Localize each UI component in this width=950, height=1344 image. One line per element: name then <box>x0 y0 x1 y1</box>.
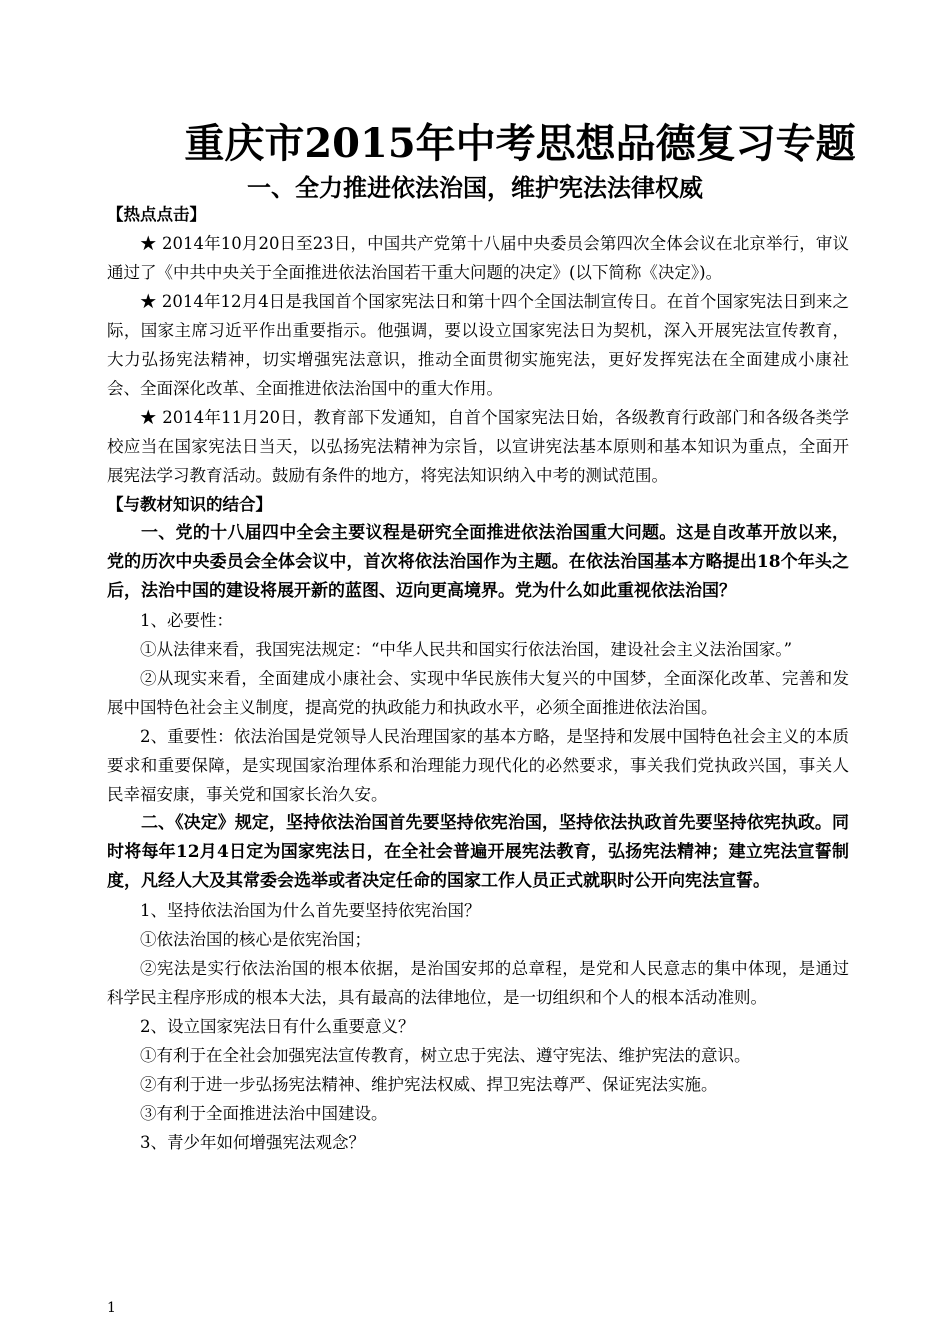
question-one-item: 1、必要性： <box>140 611 233 630</box>
question-one-item: 2、重要性：依法治国是党领导人民治理国家的基本方略，是坚持和发展中国特色社会主义的本质要求和重要保障，是实现国家治理体系和治理能力现代化的必然要求，事关我们党执政兴国，事关人民幸福安康，事关党和国家长治久安。 <box>107 727 849 804</box>
question-two-item: ②有利于进一步弘扬宪法精神、维护宪法权威、捍卫宪法尊严、保证宪法实施。 <box>140 1075 718 1094</box>
page-number: 1 <box>107 1300 116 1316</box>
hot-point-paragraph: ★ 2014年11月20日，教育部下发通知，自首个国家宪法日始，各级教育行政部门和各级各类学校应当在国家宪法日当天，以弘扬宪法精神为宗旨，以宣讲宪法基本原则和基本知识为重点，全面开展宪法学习教育活动。鼓励有条件的地方，将宪法知识纳入中考的测试范围。 <box>107 408 849 485</box>
question-one-item: ②从现实来看，全面建成小康社会、实现中华民族伟大复兴的中国梦，全面深化改革、完善和发展中国特色社会主义制度，提高党的执政能力和执政水平，必须全面推进依法治国。 <box>107 669 849 717</box>
question-two-bold: 二、《决定》规定，坚持依法治国首先要坚持依宪治国，坚持依法执政首先要坚持依宪执政。同时将每年12月4日定为国家宪法日，在全社会普遍开展宪法教育，弘扬宪法精神；建立宪法宣誓制度，凡经人大及其常委会选举或者决定任命的国家工作人员正式就职时公开向宪法宣誓。 <box>107 813 849 891</box>
question-two-item: 1、坚持依法治国为什么首先要坚持依宪治国？ <box>140 901 481 920</box>
page-title: 重庆市2015年中考思想品德复习专题 <box>184 120 856 167</box>
section-header-textbook: 【与教材知识的结合】 <box>107 495 272 514</box>
question-one-bold: 一、党的十八届四中全会主要议程是研究全面推进依法治国重大问题。这是自改革开放以来，党的历次中央委员会全体会议中，首次将依法治国作为主题。在依法治国基本方略提出18个年头之后，法治中国的建设将展开新的蓝图、迈向更高境界。党为什么如此重视依法治国？ <box>107 523 849 601</box>
hot-point-paragraph: ★ 2014年10月20日至23日，中国共产党第十八届中央委员会第四次全体会议在北京举行，审议通过了《中共中央关于全面推进依法治国若干重大问题的决定》(以下简称《决定》)。 <box>107 234 849 282</box>
question-two-item: 3、青少年如何增强宪法观念？ <box>140 1133 365 1152</box>
page-subtitle: 一、全力推进依法治国，维护宪法法律权威 <box>247 173 703 202</box>
question-one-item: ①从法律来看，我国宪法规定：“中华人民共和国实行依法治国，建设社会主义法治国家。” <box>140 640 793 659</box>
question-two-item: ①有利于在全社会加强宪法宣传教育，树立忠于宪法、遵守宪法、维护宪法的意识。 <box>140 1046 751 1065</box>
question-two-item: 2、设立国家宪法日有什么重要意义？ <box>140 1017 415 1036</box>
question-two-item: ①依法治国的核心是依宪治国； <box>140 930 371 949</box>
document-body <box>107 200 849 1157</box>
section-header-hot-points: 【热点点击】 <box>107 205 206 224</box>
question-two-item: ③有利于全面推进法治中国建设。 <box>140 1104 388 1123</box>
question-two-item: ②宪法是实行依法治国的根本依据，是治国安邦的总章程，是党和人民意志的集中体现，是通过科学民主程序形成的根本大法，具有最高的法律地位，是一切组织和个人的根本活动准则。 <box>107 959 849 1007</box>
hot-point-paragraph: ★ 2014年12月4日是我国首个国家宪法日和第十四个全国法制宣传日。在首个国家宪法日到来之际，国家主席习近平作出重要指示。他强调，要以设立国家宪法日为契机，深入开展宪法宣传教育，大力弘扬宪法精神，切实增强宪法意识，推动全面贯彻实施宪法，更好发挥宪法在全面建成小康社会、全面深化改革、全面推进依法治国中的重大作用。 <box>107 292 849 398</box>
